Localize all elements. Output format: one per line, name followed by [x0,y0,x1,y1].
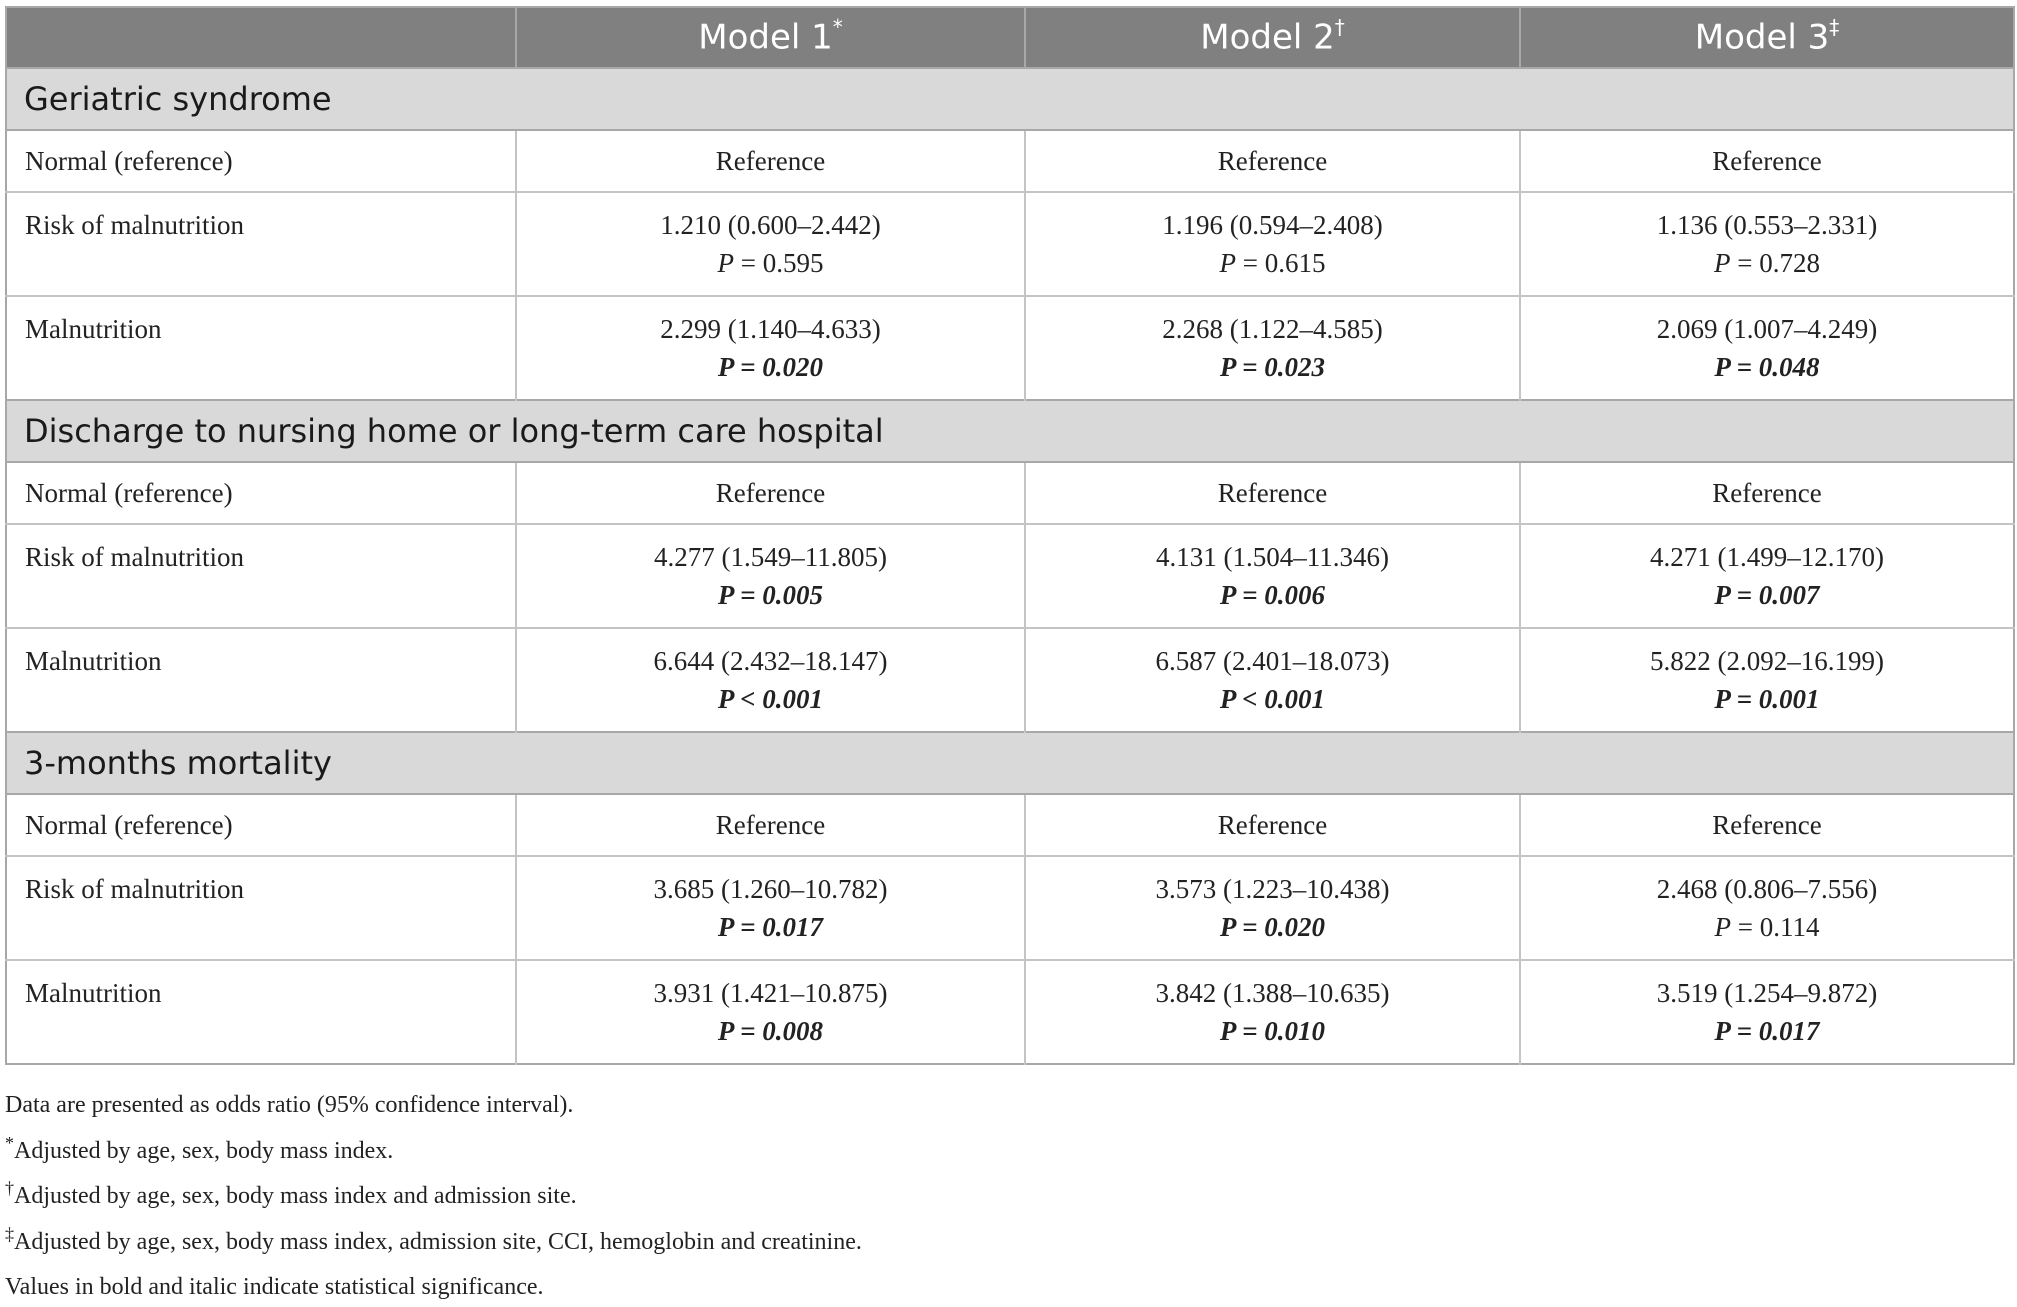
footnote-text: Adjusted by age, sex, body mass index, admission site, CCI, hemoglobin and creatinine. [14,1228,862,1255]
table-row [6,130,2014,192]
table-cell [516,192,1025,296]
table-row [6,524,2014,628]
table-cell [1025,794,1520,856]
table-cell [1520,296,2014,400]
table-cell [1025,296,1520,400]
p-value-significant: P = 0.048 [1714,352,1820,382]
header-blank-cell [6,7,516,68]
row-label: Normal (reference) [6,462,516,524]
table-row [6,462,2014,524]
footnote [5,1079,2013,1125]
odds-ratio-value: 2.299 (1.140–4.633) [660,314,881,344]
row-label: Normal (reference) [6,130,516,192]
odds-ratio-value: 6.644 (2.432–18.147) [653,646,888,676]
reference-value: Reference [1712,478,1822,508]
table-cell [1520,960,2014,1064]
p-value-significant: P < 0.001 [1219,684,1326,714]
odds-ratio-value: 5.822 (2.092–16.199) [1650,646,1884,676]
table-cell [1520,462,2014,524]
reference-value: Reference [1217,810,1328,840]
row-label: Normal (reference) [6,794,516,856]
odds-ratio-value: 1.210 (0.600–2.442) [660,210,881,240]
p-value-significant: P = 0.007 [1714,580,1820,610]
table-row [6,192,2014,296]
p-value: P = 0.114 [1714,912,1820,942]
odds-ratio-value: 2.468 (0.806–7.556) [1656,874,1878,904]
table-cell [1025,628,1520,732]
p-value-significant: P = 0.006 [1219,580,1326,610]
header-model-2: Model 2† [1025,7,1520,68]
odds-ratio-value: 2.268 (1.122–4.585) [1162,314,1383,344]
odds-ratio-value: 4.277 (1.549–11.805) [654,542,887,572]
section-header-row [6,400,2014,462]
header-model-3: Model 3‡ [1520,7,2014,68]
odds-ratio-value: 3.573 (1.223–10.438) [1155,874,1390,904]
table-cell [516,524,1025,628]
odds-ratio-value: 4.131 (1.504–11.346) [1156,542,1389,572]
header-model-1: Model 1* [516,7,1025,68]
table-cell [1025,192,1520,296]
reference-value: Reference [1217,146,1328,176]
odds-ratio-value: 3.931 (1.421–10.875) [653,978,888,1008]
odds-ratio-value: 6.587 (2.401–18.073) [1155,646,1390,676]
odds-ratio-value: 1.136 (0.553–2.331) [1656,210,1878,240]
table-row [6,960,2014,1064]
table-row [6,296,2014,400]
table-cell [1025,462,1520,524]
odds-ratio-value: 1.196 (0.594–2.408) [1162,210,1383,240]
p-value-significant: P = 0.020 [717,352,824,382]
table-cell [1025,960,1520,1064]
footnote [5,1216,2013,1262]
row-label: Risk of malnutrition [6,192,516,296]
table-cell [1520,524,2014,628]
odds-ratio-value: 3.842 (1.388–10.635) [1155,978,1390,1008]
header-row [6,7,2014,68]
reference-value: Reference [715,146,826,176]
odds-ratio-table [5,6,2015,1065]
footnote-text: Values in bold and italic indicate statistical significance. [5,1274,544,1300]
table-row [6,856,2014,960]
table-cell [516,296,1025,400]
p-value: P = 0.595 [717,248,824,278]
p-value: P = 0.615 [1219,248,1326,278]
reference-value: Reference [715,810,826,840]
section-title: 3-months mortality [6,732,2014,794]
footnote [5,1125,2013,1171]
table-cell [1520,856,2014,960]
table-row [6,628,2014,732]
p-value-significant: P = 0.005 [717,580,824,610]
section-title: Discharge to nursing home or long-term care hospital [6,400,2014,462]
table-cell [516,794,1025,856]
footnote [5,1170,2013,1216]
footnote-text: Data are presented as odds ratio (95% confidence interval). [5,1092,574,1118]
table-footnotes [5,1079,2013,1307]
p-value-significant: P = 0.010 [1219,1016,1326,1046]
results-table-container [5,6,2013,1307]
table-cell [516,462,1025,524]
row-label: Risk of malnutrition [6,524,516,628]
table-cell [1025,524,1520,628]
table-cell [1025,856,1520,960]
table-cell [516,628,1025,732]
odds-ratio-value: 2.069 (1.007–4.249) [1656,314,1878,344]
reference-value: Reference [1712,146,1822,176]
table-cell [1520,628,2014,732]
row-label: Malnutrition [6,296,516,400]
footnote-text: Adjusted by age, sex, body mass index. [14,1137,394,1164]
p-value-significant: P < 0.001 [717,684,824,714]
table-cell [516,960,1025,1064]
p-value-significant: P = 0.017 [717,912,824,942]
section-title: Geriatric syndrome [6,68,2014,130]
footnote-text: Adjusted by age, sex, body mass index and admission site. [14,1183,577,1209]
footnote-mark: * [5,1132,14,1153]
row-label: Malnutrition [6,628,516,732]
table-row [6,794,2014,856]
footnote-mark: † [5,1178,14,1198]
section-header-row [6,68,2014,130]
odds-ratio-value: 3.685 (1.260–10.782) [653,874,888,904]
table-cell [516,130,1025,192]
reference-value: Reference [715,478,826,508]
reference-value: Reference [1217,478,1328,508]
row-label: Malnutrition [6,960,516,1064]
odds-ratio-value: 4.271 (1.499–12.170) [1650,542,1884,572]
p-value: P = 0.728 [1714,248,1820,278]
section-header-row [6,732,2014,794]
footnote-mark: ‡ [5,1223,14,1244]
table-cell [1520,794,2014,856]
odds-ratio-value: 3.519 (1.254–9.872) [1656,978,1878,1008]
p-value-significant: P = 0.023 [1219,352,1326,382]
table-cell [1025,130,1520,192]
table-cell [1520,192,2014,296]
p-value-significant: P = 0.020 [1219,912,1326,942]
p-value-significant: P = 0.001 [1714,684,1820,714]
table-cell [516,856,1025,960]
reference-value: Reference [1712,810,1822,840]
table-cell [1520,130,2014,192]
p-value-significant: P = 0.017 [1714,1016,1820,1046]
row-label: Risk of malnutrition [6,856,516,960]
p-value-significant: P = 0.008 [717,1016,824,1046]
